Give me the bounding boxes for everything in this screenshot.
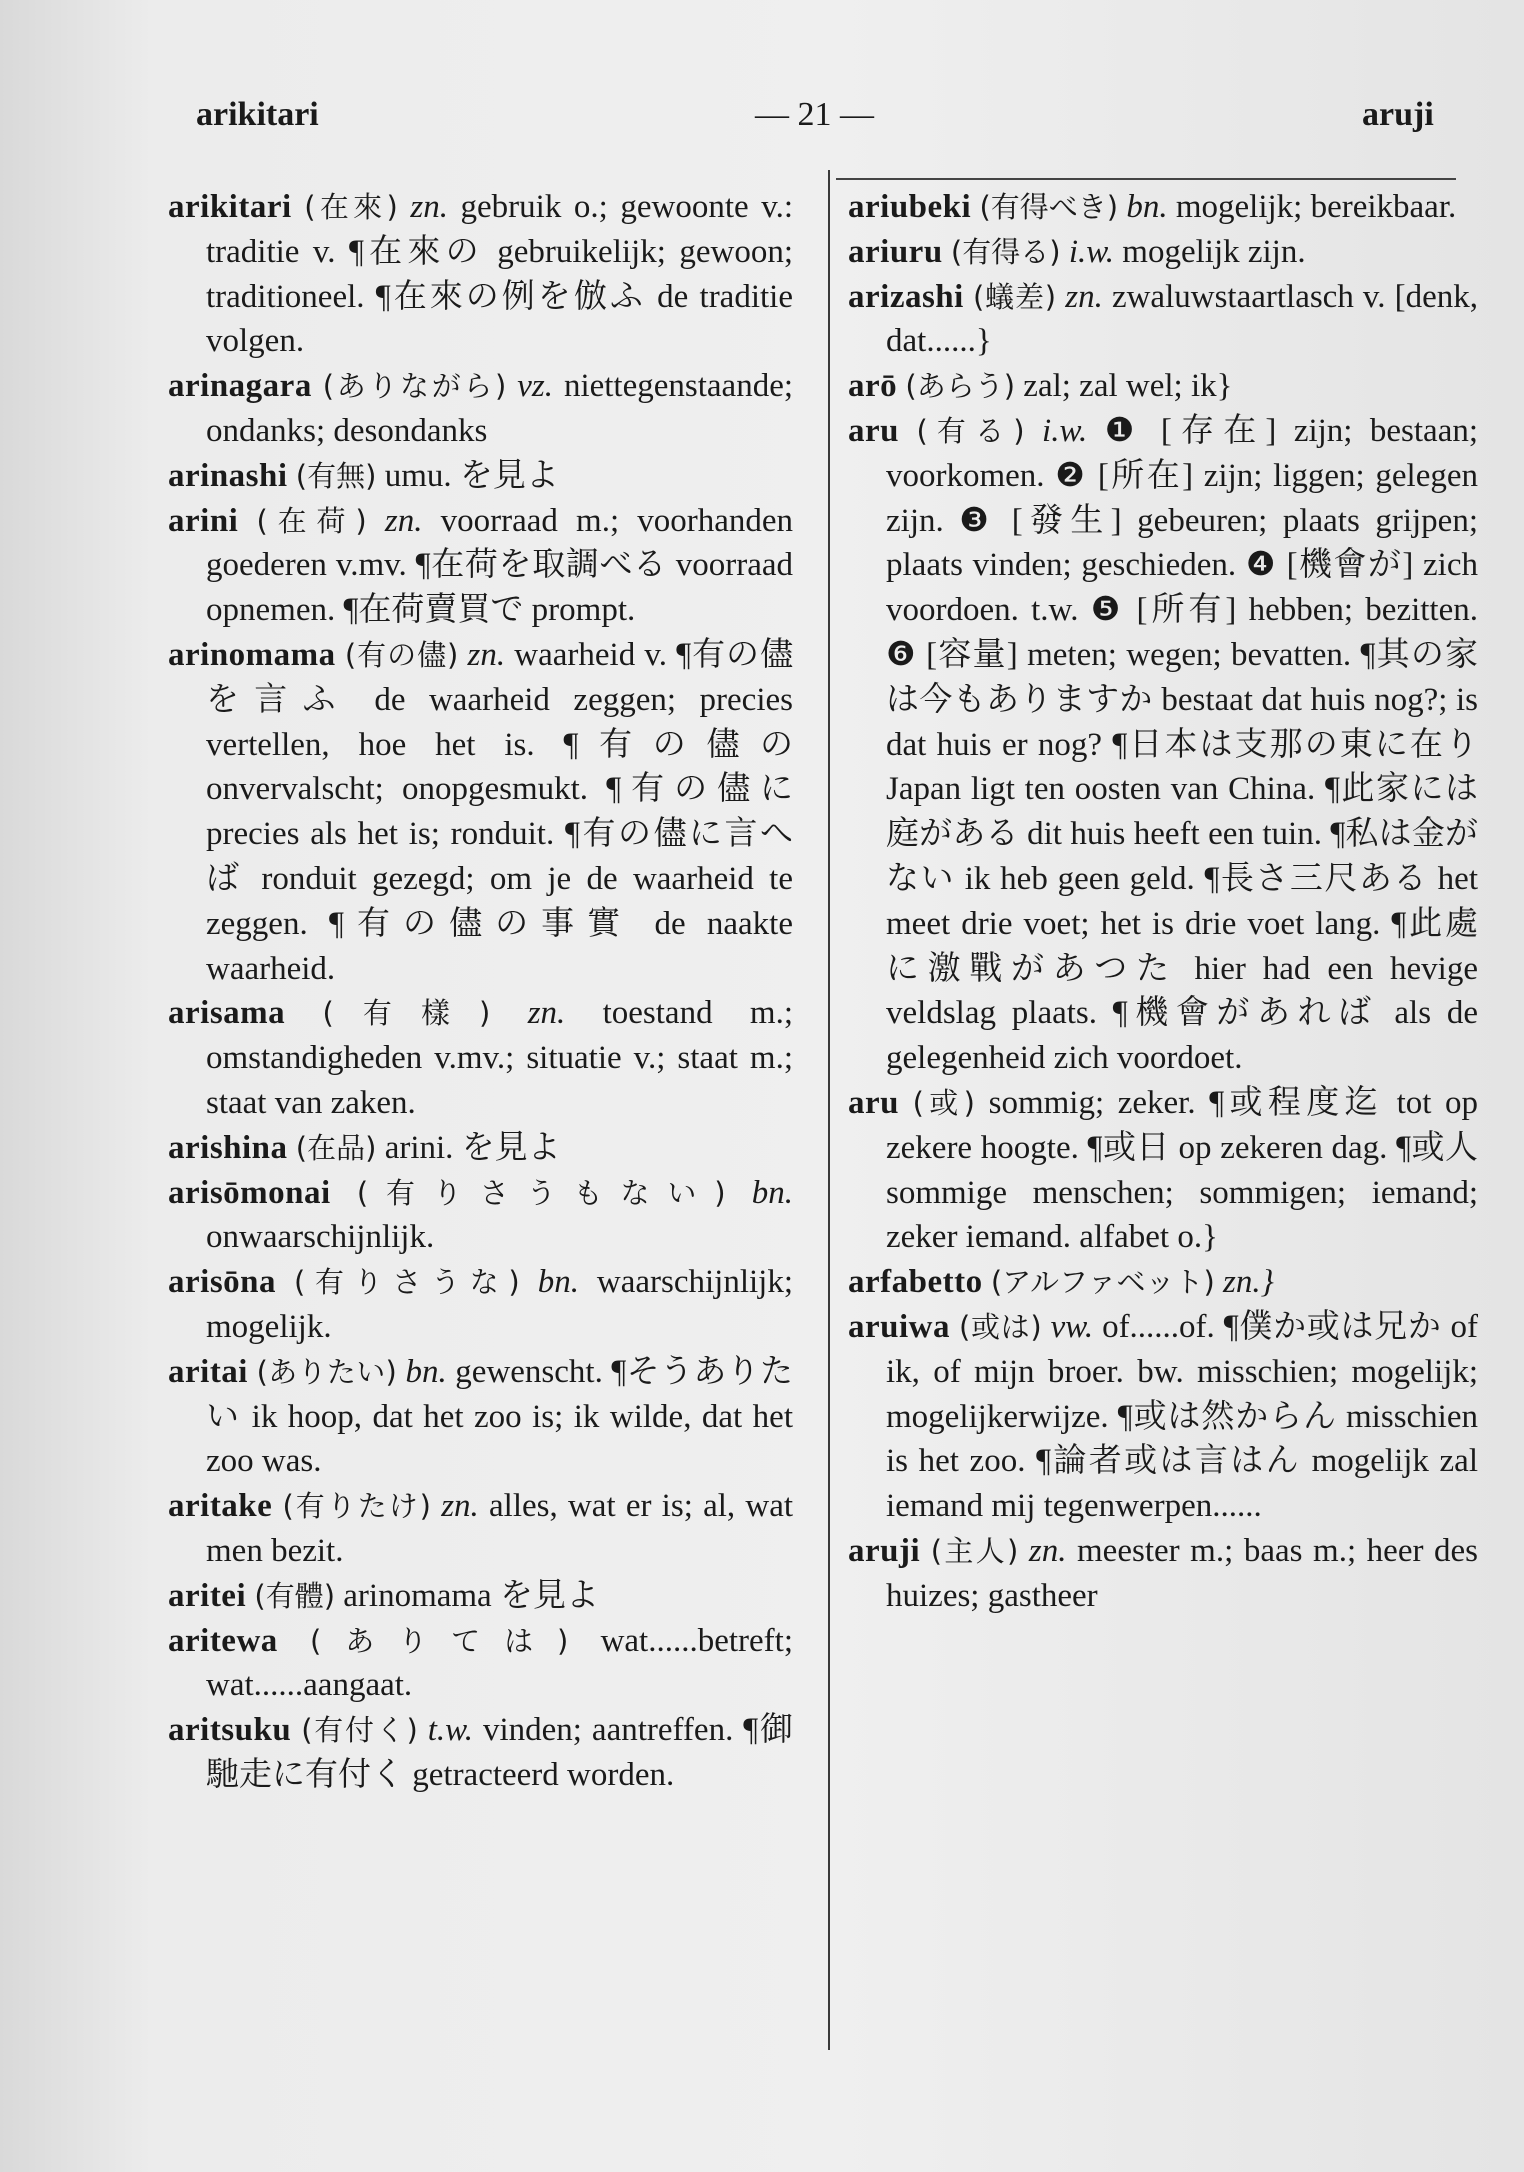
kanji: (有樣) — [322, 996, 491, 1031]
headword: arisōmonai — [168, 1174, 331, 1211]
part-of-speech: vw. — [1050, 1308, 1094, 1345]
definition: voorraad m.; voorhanden goederen v.mv. ¶在荷を取調べる voorraad opnemen. ¶在荷賣買で prompt. — [206, 502, 794, 629]
dictionary-entry — [848, 1529, 1478, 1619]
headword: arinagara — [168, 368, 312, 405]
definition: vinden; aantreffen. ¶御馳走に有付く getracteerd worden. — [206, 1712, 793, 1793]
dictionary-entry — [168, 454, 793, 499]
part-of-speech: bn. — [1126, 189, 1168, 225]
kanji: (有る) — [916, 413, 1025, 448]
definition: onwaarschijnlijk. — [206, 1219, 435, 1256]
dictionary-entry — [848, 275, 1478, 365]
dictionary-entry — [168, 991, 793, 1125]
headword: aritai — [168, 1353, 248, 1390]
dictionary-entry — [848, 230, 1478, 275]
kanji: (有付く) — [301, 1713, 418, 1748]
kanji: (在來) — [304, 190, 398, 224]
definition: waarschijnlijk; mogelijk. — [206, 1264, 794, 1345]
part-of-speech: zn.} — [1223, 1264, 1274, 1301]
headword: arinomama — [168, 636, 336, 673]
definition: mogelijk zijn. — [1122, 233, 1306, 270]
definition: waarheid v. ¶有の儘を言ふ de waarheid zeggen; precies vertellen, hoe het is. ¶有の儘の onvervalscht; onopgesmukt. ¶有の儘に precies als het is; ronduit. ¶有の儘に言へば ronduit gezegd; om je de waarheid te zeggen. ¶有の儘の事實 de naakte waarheid. — [206, 636, 794, 987]
dictionary-entry — [168, 185, 793, 364]
part-of-speech: bn. — [405, 1353, 447, 1390]
dictionary-entry — [168, 1260, 793, 1350]
dictionary-entry — [168, 633, 793, 991]
headword: ariuru — [848, 233, 943, 270]
headword: arishina — [168, 1129, 288, 1166]
kanji: (蟻差) — [972, 279, 1057, 314]
definition: umu. を見よ — [384, 457, 559, 494]
headword: arini — [168, 502, 239, 539]
definition: gebruik o.; gewoonte v.: traditie v. ¶在來の gebruikelijk; gewoon; traditioneel. ¶在來の例を倣ふ de traditie volgen. — [206, 189, 793, 360]
dictionary-entry — [848, 185, 1478, 230]
kanji: (在荷) — [256, 503, 367, 538]
headword: arisama — [168, 995, 286, 1032]
part-of-speech: zn. — [410, 189, 448, 225]
running-head-left: arikitari — [196, 96, 319, 133]
kanji: (有體) — [254, 1578, 336, 1613]
definition: zal; zal wel; ik} — [1023, 368, 1233, 405]
definition: ❶ [存在] zijn; bestaan; voorkomen. ❷ [所在] zijn; liggen; gelegen zijn. ❸ [發生] gebeuren; plaats grijpen; plaats vinden; geschieden. ❹ [機會が] zich voordoen. t.w. ❺ [所有] hebben; bezitten. ❻ [容量] meten; wegen; bevatten. ¶其の家は今もありますか bestaat dat huis nog?; is dat huis er nog? ¶日本は支那の東に在り Japan ligt ten oosten van China. ¶此家には庭がある dit huis heeft een tuin. ¶私は金がない ik heb geen geld. ¶長さ三尺ある het meet drie voet; het is drie voet lang. ¶此處に激戰があつた hier had een hevige veldslag plaats. ¶機會があれば als de gelegenheid zich voordoet. — [886, 412, 1479, 1077]
kanji: (或は) — [958, 1309, 1042, 1344]
header-rule — [836, 178, 1456, 180]
dictionary-entry — [168, 1574, 793, 1619]
right-column — [848, 185, 1478, 1619]
definition: toestand m.; omstandigheden v.mv.; situatie v.; staat m.; staat van zaken. — [206, 995, 793, 1121]
headword: aritewa — [168, 1622, 278, 1659]
dictionary-entry — [168, 1350, 793, 1484]
kanji: (有得べき) — [979, 190, 1119, 224]
part-of-speech: t.w. — [427, 1712, 473, 1749]
dictionary-entry — [848, 1081, 1478, 1260]
headword: aritei — [168, 1577, 247, 1614]
headword: aritake — [168, 1488, 273, 1525]
part-of-speech: zn. — [527, 995, 566, 1032]
definition: wat......betreft; wat......aangaat. — [206, 1622, 794, 1704]
definition: arini. を見よ — [384, 1129, 561, 1166]
kanji: (有りたけ) — [282, 1489, 431, 1524]
dictionary-entry — [168, 364, 793, 454]
headword: aru — [848, 1084, 899, 1121]
headword: arisōna — [168, 1264, 277, 1301]
kanji: (有りさうな) — [293, 1265, 520, 1300]
dictionary-entry — [848, 364, 1478, 409]
kanji: (アルファベット) — [990, 1265, 1215, 1300]
headword: aru — [848, 412, 899, 449]
headword: aruji — [848, 1532, 921, 1569]
definition: alles, wat er is; al, wat men bezit. — [206, 1488, 794, 1569]
part-of-speech: vz. — [517, 368, 554, 405]
definition: of......of. ¶僕か或は兄か of ik, of mijn broer. bw. misschien; mogelijk; mogelijkerwijze. ¶或は然からん misschien is het zoo. ¶論者或は言はん mogelijk zal iemand mij tegenwerpen...... — [886, 1308, 1479, 1525]
part-of-speech: bn. — [751, 1174, 794, 1211]
kanji: (有の儘) — [344, 637, 459, 672]
headword: arō — [848, 368, 898, 405]
column-divider — [828, 170, 830, 2050]
kanji: (主人) — [930, 1533, 1019, 1568]
part-of-speech: i.w. — [1042, 412, 1088, 449]
definition: mogelijk; bereikbaar. — [1175, 189, 1457, 225]
part-of-speech: i.w. — [1068, 233, 1115, 270]
dictionary-entry — [168, 1619, 793, 1709]
dictionary-entry — [168, 1484, 793, 1574]
part-of-speech: zn. — [1028, 1532, 1067, 1569]
dictionary-entry — [168, 1126, 793, 1171]
definition: niettegenstaande; ondanks; desondanks — [206, 368, 794, 449]
kanji: (在品) — [295, 1130, 377, 1165]
dictionary-entry — [168, 499, 793, 633]
kanji: (或) — [912, 1085, 975, 1120]
headword: arinashi — [168, 457, 288, 494]
headword: aruiwa — [848, 1308, 950, 1345]
kanji: (ありながら) — [322, 369, 507, 404]
kanji: (ありたい) — [256, 1354, 397, 1389]
part-of-speech: bn. — [537, 1264, 579, 1301]
kanji: (有得る) — [950, 234, 1061, 269]
definition: sommig; zeker. ¶或程度迄 tot op zekere hoogte. ¶或日 op zekeren dag. ¶或人 sommige menschen; sommigen; iemand; zeker iemand. alfabet o.} — [886, 1084, 1479, 1256]
running-head-right: aruji — [1362, 96, 1434, 133]
headword: arikitari — [168, 189, 292, 225]
kanji: (有無) — [295, 458, 377, 493]
definition: arinomama を見よ — [343, 1577, 599, 1614]
dictionary-entry — [848, 1260, 1478, 1305]
headword: aritsuku — [168, 1712, 292, 1749]
kanji: (有りさうもない) — [356, 1175, 726, 1210]
part-of-speech: zn. — [467, 636, 506, 673]
kanji: (あらう) — [905, 369, 1016, 404]
part-of-speech: zn. — [1065, 278, 1103, 315]
kanji: (ありては) — [310, 1623, 569, 1658]
part-of-speech: zn. — [441, 1488, 479, 1525]
definition: gewenscht. ¶そうありたい ik hoop, dat het zoo is; ik wilde, dat het zoo was. — [206, 1353, 794, 1480]
definition: meester m.; baas m.; heer des huizes; gastheer — [886, 1532, 1478, 1614]
headword: arizashi — [848, 278, 964, 315]
left-column — [168, 185, 793, 1798]
dictionary-entry — [848, 1305, 1478, 1529]
part-of-speech: zn. — [384, 502, 423, 539]
page-number: — 21 — — [755, 96, 874, 133]
headword: arfabetto — [848, 1264, 983, 1301]
definition: zwaluwstaartlasch v. [denk, dat......} — [886, 278, 1479, 360]
dictionary-entry — [848, 409, 1478, 1081]
dictionary-entry — [168, 1171, 793, 1261]
headword: ariubeki — [848, 189, 972, 225]
dictionary-entry — [168, 1708, 793, 1798]
